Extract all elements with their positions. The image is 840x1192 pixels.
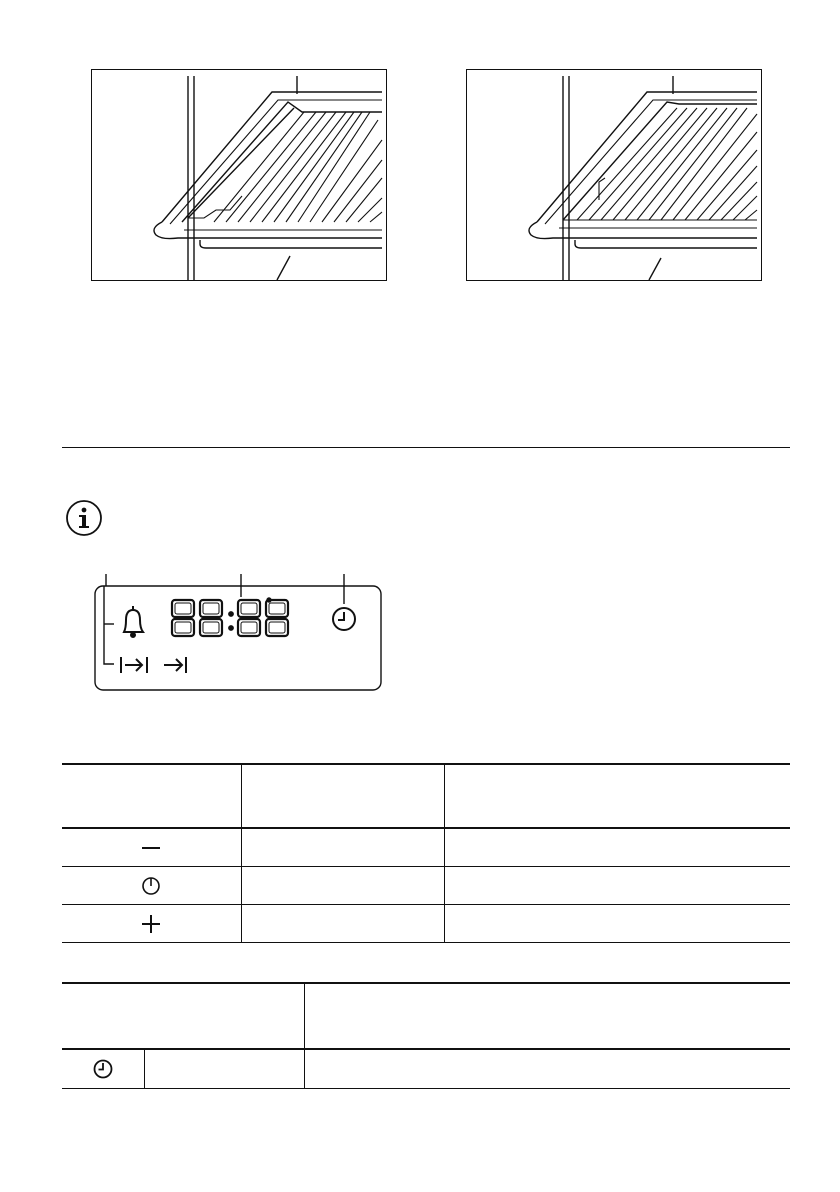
display-symbol-table: [62, 982, 790, 1089]
table-header-row: [62, 983, 790, 1049]
clock-icon: [139, 874, 163, 898]
table-row: [62, 1049, 790, 1089]
button-function-table: [62, 763, 790, 943]
oven-shelf-drawing: [92, 70, 386, 280]
table-header-row: [62, 764, 790, 828]
clock-icon: [333, 608, 355, 630]
clock-icon: [91, 1057, 115, 1081]
info-icon: [65, 499, 103, 537]
plus-icon: [139, 912, 163, 936]
end-time-icon: [164, 657, 186, 673]
table-row: [62, 828, 790, 867]
minus-icon: [139, 836, 163, 860]
display-digits: [172, 598, 288, 636]
oven-shelf-drawing: [467, 70, 761, 280]
section-divider: [62, 447, 790, 448]
table-row: [62, 905, 790, 943]
oven-shelf-figure-grid: [466, 69, 762, 281]
table-row: [62, 867, 790, 905]
oven-shelf-figure-tray: [91, 69, 387, 281]
duration-icon: [121, 657, 147, 673]
bell-icon: [124, 606, 143, 637]
timer-display-diagram: [80, 570, 400, 700]
